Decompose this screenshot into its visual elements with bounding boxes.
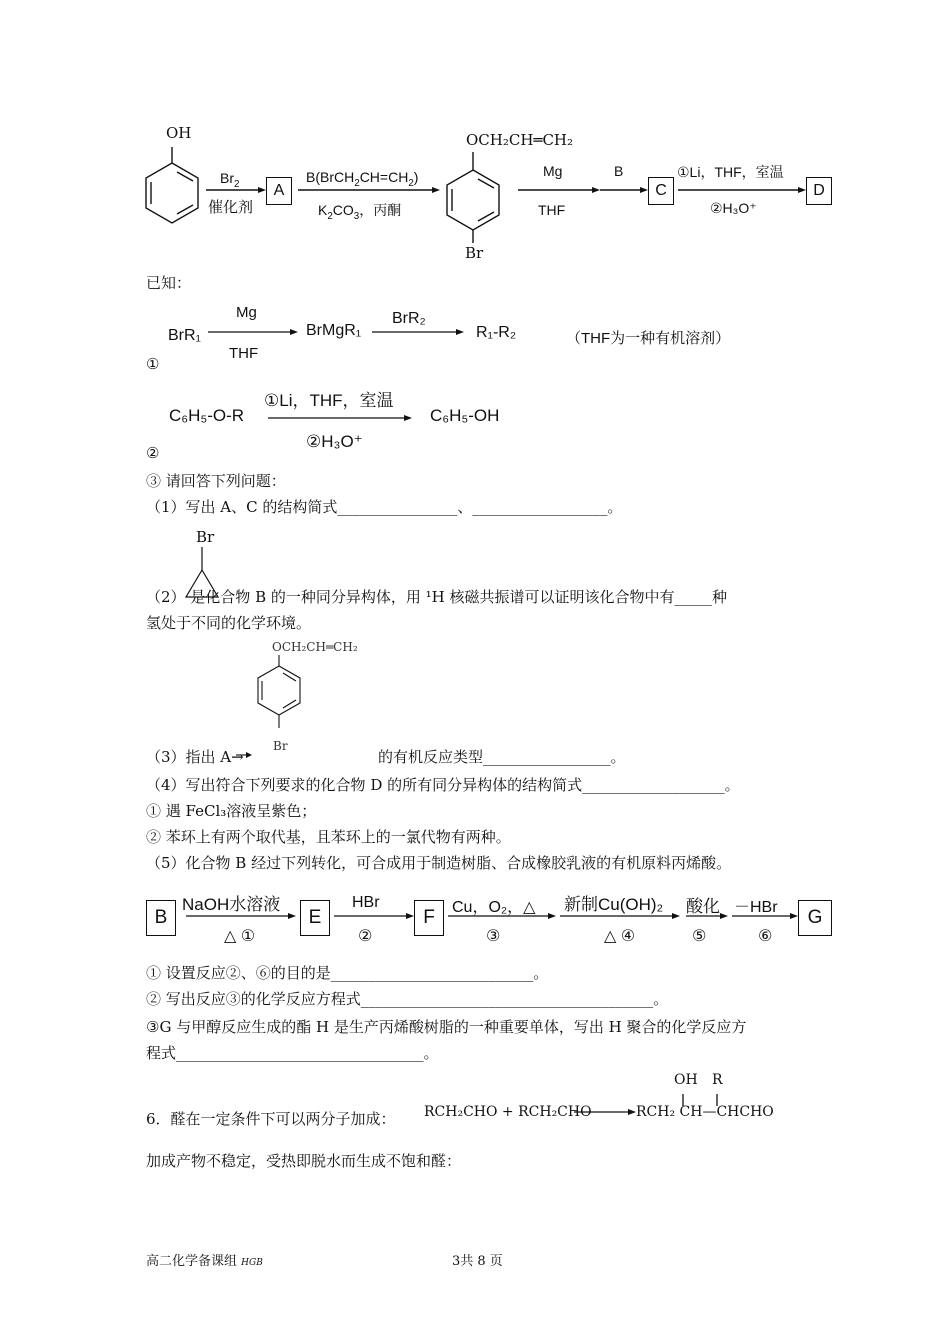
reagent-br2: $Br_2$ bbox=[220, 170, 240, 190]
compound-e-box: E bbox=[300, 900, 330, 936]
question-2-line-2: 氢处于不同的化学环境。 bbox=[146, 614, 312, 632]
br-label: Br bbox=[465, 244, 484, 262]
question-6-line-2: 加成产物不稳定，受热即脱水而生成不饱和醛： bbox=[146, 1152, 462, 1170]
sub-question-3-line-2: 程式_________________________________。 bbox=[146, 1044, 439, 1062]
ether-group-label: OCH₂CH═CH₂ bbox=[466, 131, 574, 149]
known-brr2: BrR₂ bbox=[392, 310, 426, 327]
question-4-condition-2: ② 苯环上有两个取代基，且苯环上的一氯代物有两种。 bbox=[146, 828, 511, 846]
known-circle-1: ① bbox=[146, 355, 160, 373]
step-6-number: ⑥ bbox=[758, 928, 773, 945]
question-3-suffix: 的有机反应类型_________________。 bbox=[378, 748, 626, 766]
step-2-number: ② bbox=[358, 928, 373, 945]
reagent-b-2: B bbox=[614, 163, 624, 179]
q6-equation-left: RCH₂CHO + RCH₂CHO bbox=[424, 1104, 592, 1120]
sub-question-2: ② 写出反应③的化学反应方程式_______________________________________。 bbox=[146, 990, 669, 1008]
known-c6h5-o-r: C₆H₅-O-R bbox=[169, 406, 245, 425]
footer-left: 高二化学备课组 HGB bbox=[146, 1254, 263, 1269]
q6-oh-label: OH bbox=[674, 1072, 698, 1088]
q3-ether-label: OCH₂CH═CH₂ bbox=[272, 640, 358, 654]
sub-question-1: ① 设置反应②、⑥的目的是___________________________。 bbox=[146, 964, 549, 982]
q2-br-label: Br bbox=[196, 528, 215, 546]
question-1: （1）写出 A、C 的结构简式________________、__________________。 bbox=[146, 498, 623, 516]
known-h3o: ②H₃O⁺ bbox=[306, 432, 363, 451]
step-5-reagent: 酸化 bbox=[686, 897, 720, 916]
known-brr1: BrR₁ bbox=[168, 327, 201, 344]
compound-c-box: C bbox=[648, 177, 674, 205]
reagent-li-thf: ①Li，THF，室温 bbox=[677, 164, 784, 180]
question-4: （4）写出符合下列要求的化合物 D 的所有同分异构体的结构简式___________________。 bbox=[146, 776, 740, 794]
question-3-prefix: （3）指出 A→ bbox=[146, 748, 244, 766]
known-thf: THF bbox=[229, 345, 259, 362]
known-line-3: ③ 请回答下列问题： bbox=[146, 472, 286, 490]
reagent-thf: THF bbox=[538, 202, 566, 218]
step-5-number: ⑤ bbox=[692, 928, 707, 945]
question-2-line-1: （2） 是化合物 B 的一种同分异构体，用 ¹H 核磁共振谱可以证明该化合物中有_____种 bbox=[146, 588, 728, 606]
step-4-reagent: 新制Cu(OH)₂ bbox=[564, 895, 664, 914]
known-circle-2: ② bbox=[146, 444, 160, 462]
known-brmgr1: BrMgR₁ bbox=[306, 322, 362, 339]
reagent-b: $B(BrCH_2CH=CH_2)$ bbox=[306, 169, 419, 189]
step-3-number: ③ bbox=[486, 928, 501, 945]
compound-f-box: F bbox=[414, 900, 444, 936]
compound-g-box: G bbox=[798, 900, 832, 936]
phenol-oh-label: OH bbox=[166, 124, 192, 142]
reagent-mg: Mg bbox=[543, 163, 563, 179]
compound-a-box: A bbox=[266, 177, 292, 205]
step-6-reagent: －HBr bbox=[734, 899, 778, 916]
step-1-condition: △ ① bbox=[224, 928, 256, 945]
q3-br-label: Br bbox=[273, 739, 288, 753]
reagent-catalyst: 催化剂 bbox=[208, 198, 254, 216]
step-4-condition: △ ④ bbox=[604, 928, 636, 945]
q6-r-label: R bbox=[712, 1072, 723, 1088]
known-thf-note: （THF为一种有机溶剂） bbox=[566, 330, 731, 347]
known-r1r2: R₁-R₂ bbox=[476, 324, 517, 341]
question-5: （5）化合物 B 经过下列转化，可合成用于制造树脂、合成橡胶乳液的有机原料丙烯酸。 bbox=[146, 854, 732, 872]
reagent-k2co3: $K_2CO_3$，丙酮 bbox=[318, 202, 402, 222]
step-1-reagent: NaOH水溶液 bbox=[182, 895, 281, 914]
q6-equation-right: RCH₂ CH—CHCHO bbox=[636, 1104, 774, 1120]
step-2-reagent: HBr bbox=[352, 894, 380, 911]
compound-b-box: B bbox=[146, 900, 176, 936]
known-mg: Mg bbox=[236, 304, 257, 321]
question-4-condition-1: ① 遇 FeCl₃溶液呈紫色； bbox=[146, 802, 317, 820]
footer-page-number: 3共 8 页 bbox=[452, 1254, 503, 1269]
reagent-h3o: ②H₃O⁺ bbox=[710, 200, 757, 216]
compound-d-box: D bbox=[806, 177, 832, 205]
known-label: 已知： bbox=[146, 274, 192, 292]
known-c6h5-oh: C₆H₅-OH bbox=[430, 406, 500, 425]
question-6: 6．醛在一定条件下可以两分子加成： bbox=[146, 1110, 396, 1128]
known-li-thf: ①Li，THF，室温 bbox=[264, 391, 394, 410]
step-3-reagent: Cu，O₂，△ bbox=[452, 899, 536, 916]
sub-question-3-line-1: ③G 与甲醇反应生成的酯 H 是生产丙烯酸树脂的一种重要单体，写出 H 聚合的化学反应方 bbox=[146, 1018, 747, 1036]
